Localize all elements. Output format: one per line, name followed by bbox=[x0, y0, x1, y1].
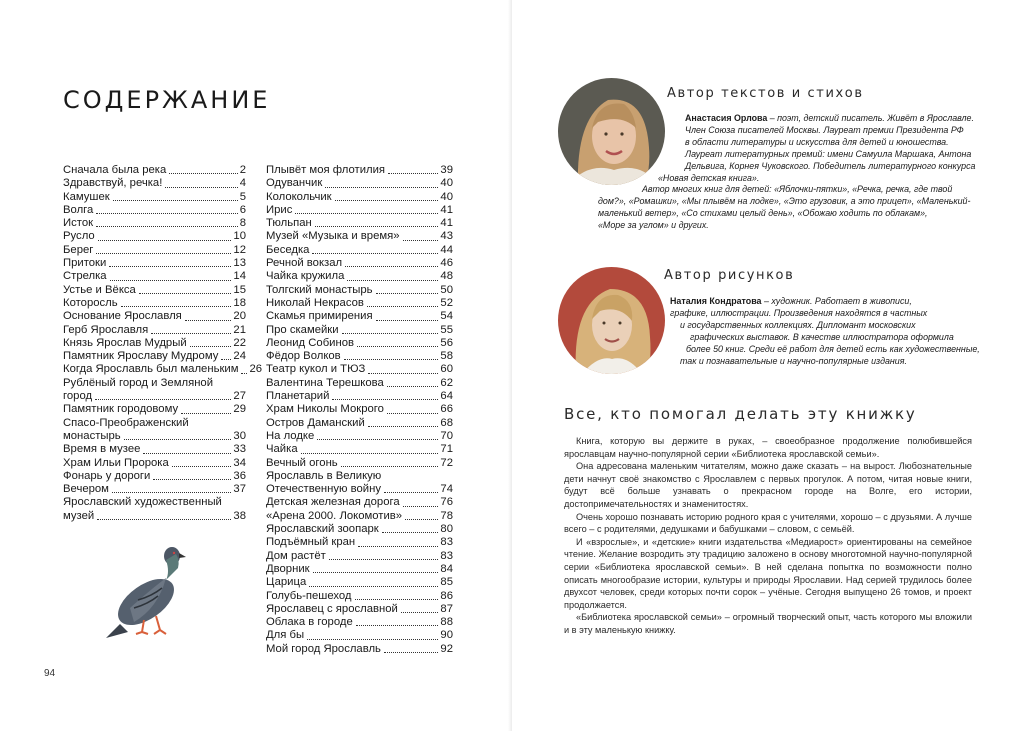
toc-entry-page: 37 bbox=[233, 483, 246, 496]
toc-entry bbox=[266, 563, 453, 576]
illustrator-bio-line: более 50 книг. Среди её работ для детей есть как художественные, bbox=[686, 343, 980, 354]
toc-entry-page: 34 bbox=[233, 456, 246, 469]
toc-entry-title: Остров Даманский bbox=[266, 416, 365, 429]
toc-entry-title: музей bbox=[63, 509, 95, 522]
toc-dot-leader bbox=[401, 612, 439, 613]
toc-entry-page: 10 bbox=[233, 230, 246, 243]
toc-entry-page: 36 bbox=[233, 469, 246, 482]
author-bio bbox=[598, 113, 998, 232]
toc-entry-page: 29 bbox=[233, 403, 246, 416]
toc-entry-title: Герб Ярославля bbox=[63, 323, 149, 336]
toc-entry-title: Чайка bbox=[266, 443, 298, 456]
toc-dot-leader bbox=[382, 532, 439, 533]
toc-entry-page: 40 bbox=[440, 190, 453, 203]
toc-entry-title: Стрелка bbox=[63, 270, 107, 283]
toc-entry bbox=[63, 230, 246, 243]
toc-entry-page: 2 bbox=[239, 164, 246, 176]
author-bio-line: Автор многих книг для детей: «Яблочки-пятки», «Речка, речка, где твой bbox=[642, 184, 953, 195]
toc-dot-leader bbox=[169, 173, 237, 174]
toc-entry-title: Плывёт моя флотилия bbox=[266, 164, 386, 176]
toc-entry-title: Время в музее bbox=[63, 443, 141, 456]
author-name: Анастасия Орлова bbox=[685, 113, 768, 123]
toc-entry-title: Чайка кружила bbox=[266, 270, 345, 283]
toc-entry bbox=[63, 350, 246, 363]
toc-dot-leader bbox=[190, 346, 232, 347]
toc-entry-title: монастырь bbox=[63, 429, 121, 442]
toc-dot-leader bbox=[139, 293, 232, 294]
toc-dot-leader bbox=[368, 373, 438, 374]
toc-entry-page: 84 bbox=[440, 562, 453, 575]
toc-dot-leader bbox=[388, 173, 438, 174]
toc-entry-page: 5 bbox=[239, 190, 246, 203]
author-bio-line: дом?», «Ромашки», «Мы плывём на лодке», «Это грузовик, а это прицеп», «Маленький- bbox=[598, 196, 971, 207]
toc-entry-page: 20 bbox=[233, 310, 246, 323]
toc-entry bbox=[266, 523, 453, 536]
toc-entry-page: 87 bbox=[440, 602, 453, 615]
author-bio-line: Член Союза писателей Москвы. Лауреат премии Президента РФ bbox=[685, 124, 964, 135]
toc-entry bbox=[266, 310, 453, 323]
toc-entry-title: Дом растёт bbox=[266, 549, 326, 562]
toc-entry bbox=[266, 616, 453, 629]
toc-entry-page: 4 bbox=[239, 177, 246, 190]
illustrator-bio bbox=[670, 296, 980, 367]
toc-entry-page: 50 bbox=[440, 283, 453, 296]
toc-dot-leader bbox=[387, 413, 439, 414]
illustrator-bio-line: – художник. Работает в живописи, bbox=[761, 296, 912, 306]
illustrator-bio-line: графике, иллюстрации. Произведения находятся в частных bbox=[670, 307, 928, 318]
toc-dot-leader bbox=[221, 359, 231, 360]
toc-entry bbox=[63, 443, 246, 456]
toc-entry bbox=[63, 483, 246, 496]
toc-entry bbox=[266, 470, 453, 497]
toc-entry-page: 41 bbox=[440, 217, 453, 230]
body-paragraph: Она адресована маленьким читателям, можно даже сказать – на вырост. Любознательные дети начнут своё знакомство с Ярославлем с первых прогулок. А потом, читая новые книги, будут всё больше узнавать о прекрасном городе на Волге, его истории, достопримечательностях и знаменитостях. bbox=[564, 461, 972, 509]
toc-entry-page: 22 bbox=[233, 336, 246, 349]
toc-entry-title: Толгский монастырь bbox=[266, 283, 373, 296]
toc-entry-page: 54 bbox=[440, 310, 453, 323]
toc-entry-title: Вечный огонь bbox=[266, 456, 338, 469]
toc-entry bbox=[63, 377, 246, 404]
toc-entry-page: 85 bbox=[440, 576, 453, 589]
toc-dot-leader bbox=[143, 453, 231, 454]
toc-entry bbox=[266, 177, 453, 190]
toc-entry-page: 78 bbox=[440, 509, 453, 522]
toc-dot-leader bbox=[387, 386, 439, 387]
toc-entry-page: 62 bbox=[440, 376, 453, 389]
toc-entry-title: Речной вокзал bbox=[266, 257, 343, 270]
toc-entry-page: 58 bbox=[440, 350, 453, 363]
toc-entry bbox=[63, 204, 246, 217]
toc-dot-leader bbox=[332, 399, 438, 400]
toc-entry bbox=[63, 417, 246, 444]
toc-dot-leader bbox=[335, 200, 439, 201]
toc-entry-title: Здравствуй, речка! bbox=[63, 177, 163, 190]
toc-dot-leader bbox=[376, 320, 439, 321]
right-page bbox=[512, 0, 1024, 731]
toc-entry-title: Царица bbox=[266, 576, 307, 589]
toc-entry bbox=[266, 443, 453, 456]
toc-entry bbox=[266, 510, 453, 523]
toc-entry bbox=[266, 377, 453, 390]
toc-entry-page: 55 bbox=[440, 323, 453, 336]
toc-entry-title: Мой город Ярославль bbox=[266, 642, 381, 655]
toc-entry-title: Князь Ярослав Мудрый bbox=[63, 336, 187, 349]
toc-entry bbox=[266, 191, 453, 204]
toc-entry-title: Дворник bbox=[266, 562, 310, 575]
toc-entry-title: Ярославский художественный bbox=[63, 496, 222, 509]
toc-entry bbox=[266, 536, 453, 549]
toc-entry-page: 88 bbox=[440, 616, 453, 629]
toc-entry-page: 39 bbox=[440, 164, 453, 176]
toc-entry bbox=[63, 191, 246, 204]
illustrator-photo bbox=[558, 267, 665, 374]
toc-dot-leader bbox=[309, 586, 438, 587]
toc-entry-title: Сначала была река bbox=[63, 164, 167, 176]
toc-entry-page: 8 bbox=[239, 217, 246, 230]
toc-dot-leader bbox=[124, 439, 232, 440]
toc-entry-title: Облака в городе bbox=[266, 616, 353, 629]
toc-dot-leader bbox=[329, 559, 439, 560]
toc-entry-page: 92 bbox=[440, 642, 453, 655]
toc-entry-title: Беседка bbox=[266, 243, 310, 256]
toc-entry-title: город bbox=[63, 390, 93, 403]
toc-entry-page: 44 bbox=[440, 243, 453, 256]
toc-entry bbox=[266, 204, 453, 217]
toc-entry-title: Храм Ильи Пророка bbox=[63, 456, 169, 469]
toc-entry-page: 90 bbox=[440, 629, 453, 642]
toc-entry-title: Памятник Ярославу Мудрому bbox=[63, 350, 219, 363]
toc-entry-title: Рублёный город и Земляной bbox=[63, 376, 214, 389]
toc-entry-title: Фонарь у дороги bbox=[63, 469, 151, 482]
toc-dot-leader bbox=[96, 213, 237, 214]
toc-dot-leader bbox=[356, 625, 439, 626]
toc-entry bbox=[266, 417, 453, 430]
toc-entry-line bbox=[63, 430, 246, 443]
toc-dot-leader bbox=[376, 293, 439, 294]
toc-entry-title: Музей «Музыка и время» bbox=[266, 230, 400, 243]
toc-dot-leader bbox=[345, 266, 438, 267]
toc-entry-title: Подъёмный кран bbox=[266, 536, 356, 549]
toc-entry-page: 43 bbox=[440, 230, 453, 243]
toc-dot-leader bbox=[312, 253, 438, 254]
toc-dot-leader bbox=[355, 599, 439, 600]
toc-entry bbox=[63, 177, 246, 190]
toc-entry-page: 13 bbox=[233, 257, 246, 270]
toc-entry-page: 83 bbox=[440, 549, 453, 562]
toc-dot-leader bbox=[153, 479, 231, 480]
toc-column-2 bbox=[266, 164, 453, 656]
toc-entry-page: 6 bbox=[239, 203, 246, 216]
toc-entry-page: 74 bbox=[440, 483, 453, 496]
helpers-body bbox=[564, 435, 972, 637]
toc-entry-page: 27 bbox=[233, 390, 246, 403]
toc-entry-title: Ярославль в Великую bbox=[266, 469, 382, 482]
toc-entry bbox=[266, 643, 453, 656]
toc-entry-page: 68 bbox=[440, 416, 453, 429]
toc-entry-title: Леонид Собинов bbox=[266, 336, 355, 349]
toc-entry-title: Фёдор Волков bbox=[266, 350, 341, 363]
toc-entry bbox=[266, 284, 453, 297]
toc-entry bbox=[63, 363, 263, 376]
toc-entry-title: Исток bbox=[63, 217, 94, 230]
toc-entry-title: На лодке bbox=[266, 429, 315, 442]
body-paragraph: «Библиотека ярославской семьи» – огромный творческий опыт, часть которого мы вложили и в эту маленькую книжку. bbox=[564, 612, 972, 635]
toc-entry-line bbox=[266, 483, 453, 496]
toc-entry bbox=[266, 457, 453, 470]
toc-entry bbox=[63, 337, 246, 350]
author-bio-line: «Море за углом» и других. bbox=[598, 220, 709, 231]
toc-entry-page: 52 bbox=[440, 296, 453, 309]
toc-dot-leader bbox=[403, 506, 439, 507]
toc-entry bbox=[266, 363, 453, 376]
toc-dot-leader bbox=[344, 359, 439, 360]
toc-entry-page: 56 bbox=[440, 336, 453, 349]
body-paragraph: Очень хорошо познавать историю родного края с учителями, хорошо – с друзьями. А лучше всего – с родителями, дедушками и бабушками – словом, с семьёй. bbox=[564, 511, 972, 535]
toc-entry bbox=[63, 496, 246, 523]
toc-entry-page: 70 bbox=[440, 429, 453, 442]
toc-entry bbox=[266, 244, 453, 257]
toc-entry bbox=[63, 310, 246, 323]
toc-entry-page: 40 bbox=[440, 177, 453, 190]
toc-entry bbox=[266, 230, 453, 243]
toc-dot-leader bbox=[112, 492, 231, 493]
toc-entry-page: 66 bbox=[440, 403, 453, 416]
toc-dot-leader bbox=[347, 280, 438, 281]
toc-entry bbox=[266, 430, 453, 443]
author-bio-line: – поэт, детский писатель. Живёт в Ярославле. bbox=[767, 113, 974, 123]
toc-entry-page: 15 bbox=[233, 283, 246, 296]
toc-entry bbox=[63, 284, 246, 297]
toc-entry-title: Голубь-пешеход bbox=[266, 589, 352, 602]
toc-dot-leader bbox=[109, 266, 231, 267]
toc-dot-leader bbox=[384, 652, 438, 653]
toc-entry-title: Валентина Терешкова bbox=[266, 376, 384, 389]
toc-entry-title: Скамья примирения bbox=[266, 310, 373, 323]
toc-entry bbox=[63, 324, 246, 337]
toc-dot-leader bbox=[172, 466, 232, 467]
toc-entry-title: Ярославец с ярославной bbox=[266, 602, 398, 615]
toc-entry bbox=[266, 324, 453, 337]
illustrator-heading: Автор рисунков bbox=[664, 268, 795, 283]
toc-entry-title: Для бы bbox=[266, 629, 305, 642]
toc-entry-page: 48 bbox=[440, 270, 453, 283]
toc-entry-title: Планетарий bbox=[266, 390, 330, 403]
toc-entry-title: Храм Николы Мокрого bbox=[266, 403, 384, 416]
toc-entry bbox=[266, 337, 453, 350]
toc-entry-page: 41 bbox=[440, 203, 453, 216]
toc-entry-title: Памятник городовому bbox=[63, 403, 179, 416]
toc-entry-page: 26 bbox=[249, 363, 263, 376]
toc-entry bbox=[266, 629, 453, 642]
toc-entry bbox=[266, 217, 453, 230]
toc-dot-leader bbox=[384, 492, 438, 493]
toc-entry-title: Основание Ярославля bbox=[63, 310, 182, 323]
toc-dot-leader bbox=[358, 546, 438, 547]
toc-dot-leader bbox=[241, 373, 247, 374]
toc-dot-leader bbox=[368, 426, 439, 427]
toc-dot-leader bbox=[341, 466, 439, 467]
toc-entry-title: Ярославский зоопарк bbox=[266, 523, 379, 536]
toc-entry-title: Тюльпан bbox=[266, 217, 312, 230]
toc-entry-title: Ирис bbox=[266, 203, 293, 216]
toc-entry-page: 76 bbox=[440, 496, 453, 509]
toc-dot-leader bbox=[342, 333, 439, 334]
toc-entry bbox=[266, 590, 453, 603]
toc-dot-leader bbox=[357, 346, 438, 347]
toc-entry bbox=[63, 457, 246, 470]
toc-title: СОДЕРЖАНИЕ bbox=[63, 86, 271, 114]
toc-dot-leader bbox=[313, 572, 439, 573]
author-bio-line: Дельвига, Корнея Чуковского. Победитель литературного конкурса bbox=[685, 160, 976, 171]
toc-entry-title: Одуванчик bbox=[266, 177, 323, 190]
toc-entry bbox=[63, 164, 246, 177]
toc-entry bbox=[266, 350, 453, 363]
illustrator-bio-line: и государственных коллекциях. Дипломант московских bbox=[680, 319, 916, 330]
toc-column-1 bbox=[63, 164, 263, 523]
toc-entry-page: 38 bbox=[233, 509, 246, 522]
toc-entry bbox=[63, 297, 246, 310]
toc-entry-title: Берег bbox=[63, 243, 94, 256]
toc-entry-title: Устье и Вёкса bbox=[63, 283, 136, 296]
page-number: 94 bbox=[44, 668, 56, 679]
author-bio-line: в области литературы и искусства для детей и юношества. bbox=[685, 136, 949, 147]
toc-dot-leader bbox=[96, 253, 231, 254]
toc-entry bbox=[266, 550, 453, 563]
toc-entry-page: 64 bbox=[440, 390, 453, 403]
toc-entry-page: 33 bbox=[233, 443, 246, 456]
toc-entry-page: 12 bbox=[233, 243, 246, 256]
author-bio-line: «Новая детская книга». bbox=[658, 172, 760, 183]
author-bio-line: Лауреат литературных премий: имени Самуила Маршака, Антона bbox=[685, 148, 972, 159]
toc-dot-leader bbox=[96, 226, 238, 227]
toc-entry-title: Камушек bbox=[63, 190, 110, 203]
toc-entry bbox=[266, 270, 453, 283]
author-heading: Автор текстов и стихов bbox=[667, 86, 864, 101]
toc-entry bbox=[266, 390, 453, 403]
toc-dot-leader bbox=[95, 399, 231, 400]
toc-entry-page: 18 bbox=[233, 296, 246, 309]
toc-entry bbox=[266, 403, 453, 416]
toc-entry bbox=[266, 257, 453, 270]
toc-dot-leader bbox=[97, 519, 231, 520]
toc-entry-page: 14 bbox=[233, 270, 246, 283]
toc-entry bbox=[63, 257, 246, 270]
toc-entry-page: 24 bbox=[233, 350, 246, 363]
toc-dot-leader bbox=[181, 413, 231, 414]
toc-entry-title: Притоки bbox=[63, 257, 107, 270]
toc-entry-title: «Арена 2000. Локомотив» bbox=[266, 509, 403, 522]
toc-entry-title: Которосль bbox=[63, 296, 118, 309]
toc-entry-line bbox=[63, 390, 246, 403]
toc-dot-leader bbox=[185, 320, 232, 321]
toc-entry bbox=[266, 297, 453, 310]
helpers-heading: Все, кто помогал делать эту книжку bbox=[564, 405, 917, 423]
toc-entry-title: Театр кукол и ТЮЗ bbox=[266, 363, 366, 376]
toc-dot-leader bbox=[325, 187, 438, 188]
toc-entry-title: Николай Некрасов bbox=[266, 296, 364, 309]
body-paragraph: Книга, которую вы держите в руках, – своеобразное продолжение полюбившейся ярославцам научно-популярной серии «Библиотека ярославской семьи». bbox=[564, 436, 972, 459]
toc-dot-leader bbox=[98, 240, 232, 241]
toc-dot-leader bbox=[301, 453, 439, 454]
toc-entry-page: 83 bbox=[440, 536, 453, 549]
toc-entry-page: 30 bbox=[233, 429, 246, 442]
toc-dot-leader bbox=[121, 306, 232, 307]
illustrator-bio-line: так и познавательные и научно-популярные издания. bbox=[680, 355, 907, 366]
illustrator-name: Наталия Кондратова bbox=[670, 296, 762, 306]
toc-dot-leader bbox=[295, 213, 438, 214]
illustrator-bio-line: графических выставок. В качестве иллюстратора оформила bbox=[690, 331, 954, 342]
toc-entry bbox=[63, 244, 246, 257]
toc-entry-title: Про скамейки bbox=[266, 323, 339, 336]
toc-entry-page: 80 bbox=[440, 523, 453, 536]
toc-entry bbox=[266, 164, 453, 177]
toc-entry-title: Колокольчик bbox=[266, 190, 332, 203]
toc-dot-leader bbox=[165, 187, 237, 188]
toc-entry-title: Волга bbox=[63, 203, 94, 216]
toc-entry bbox=[266, 603, 453, 616]
toc-dot-leader bbox=[367, 306, 439, 307]
toc-entry-line bbox=[63, 510, 246, 523]
toc-dot-leader bbox=[317, 439, 438, 440]
toc-entry-page: 60 bbox=[440, 363, 453, 376]
toc-entry bbox=[63, 470, 246, 483]
toc-entry-title: Детская железная дорога bbox=[266, 496, 400, 509]
toc-entry-title: Спасо-Преображенский bbox=[63, 416, 189, 429]
toc-dot-leader bbox=[113, 200, 238, 201]
toc-entry-page: 72 bbox=[440, 456, 453, 469]
toc-entry bbox=[63, 403, 246, 416]
toc-dot-leader bbox=[405, 519, 438, 520]
body-paragraph: И «взрослые», и «детские» книги издательства «Медиарост» ориентированы на семейное чтение. Желание возродить эту традицию заложено в основу многотомной научно-популярной серии «Библиотека ярославской семьи». В ней сделана попытка по возможности полно описать многообразие истории, культуры и природы Ярославии. Над серией трудилось более двухсот человек, среди которых почти сорок – учёные. Сегодня выпущено 26 томов, и проект продолжается. bbox=[564, 536, 972, 610]
toc-entry bbox=[63, 217, 246, 230]
toc-entry-page: 46 bbox=[440, 257, 453, 270]
pigeon-illustration bbox=[100, 538, 196, 642]
toc-entry-page: 71 bbox=[440, 443, 453, 456]
toc-entry bbox=[266, 496, 453, 509]
toc-entry-page: 86 bbox=[440, 589, 453, 602]
toc-dot-leader bbox=[403, 240, 439, 241]
toc-entry-page: 21 bbox=[233, 323, 246, 336]
toc-entry-title: Русло bbox=[63, 230, 95, 243]
toc-dot-leader bbox=[151, 333, 231, 334]
toc-entry-title: Когда Ярославль был маленьким bbox=[63, 363, 239, 376]
toc-entry bbox=[63, 270, 246, 283]
toc-dot-leader bbox=[315, 226, 439, 227]
toc-entry bbox=[266, 576, 453, 589]
toc-entry-title: Отечественную войну bbox=[266, 483, 381, 496]
toc-entry-title: Вечером bbox=[63, 483, 109, 496]
toc-dot-leader bbox=[307, 639, 438, 640]
toc-dot-leader bbox=[110, 280, 232, 281]
author-bio-line: маленький ветер», «Со стихами целый день», «Обожаю ходить по облакам», bbox=[598, 208, 928, 219]
